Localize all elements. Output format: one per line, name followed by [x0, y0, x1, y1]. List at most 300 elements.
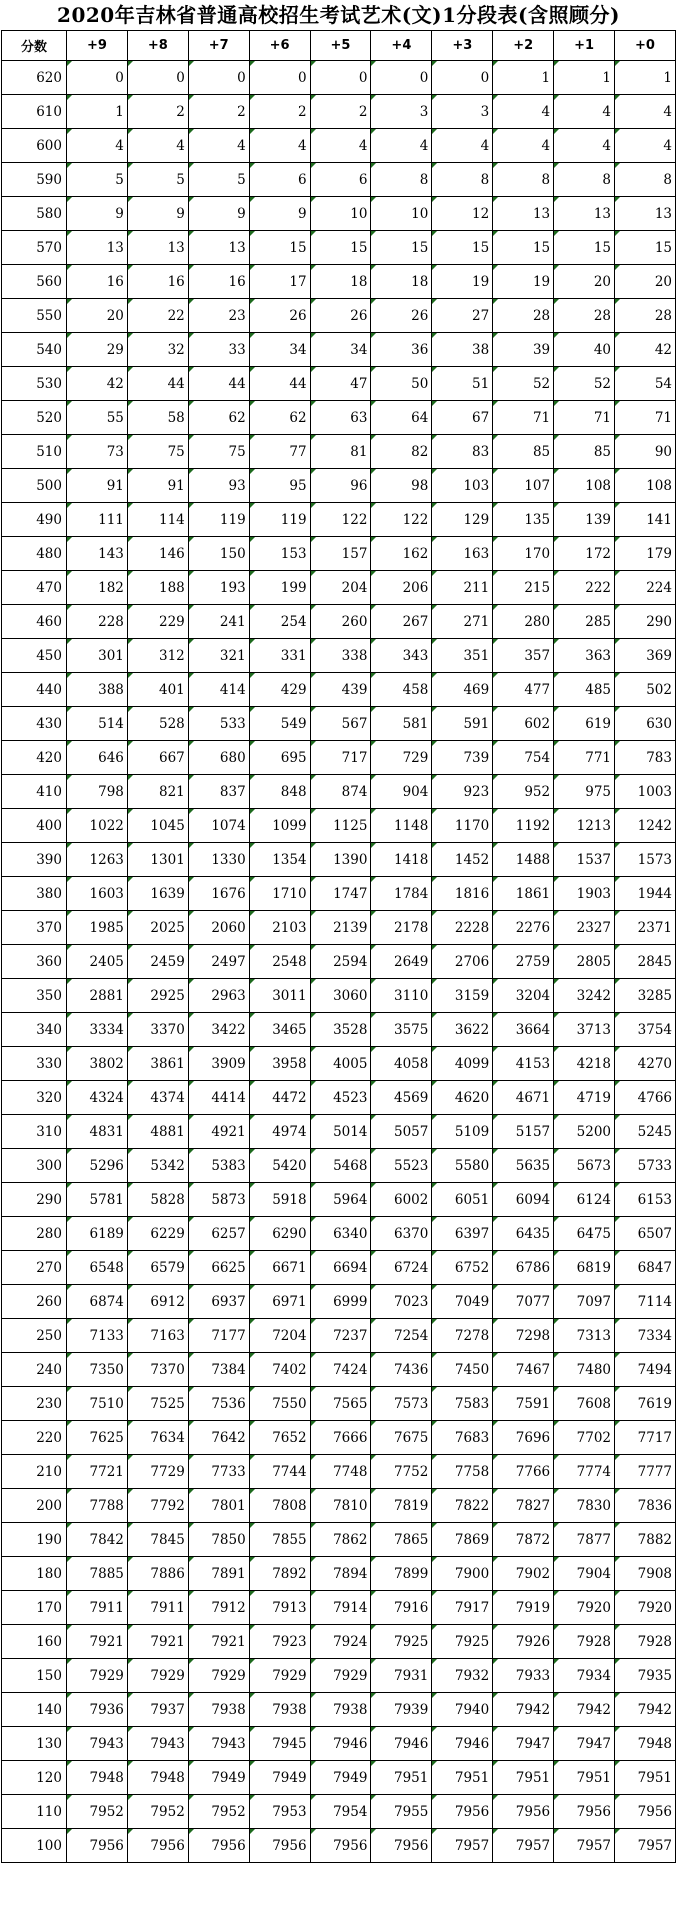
count-cell: 6257: [188, 1217, 249, 1251]
table-body: [2, 61, 676, 1863]
count-cell: 10: [371, 197, 432, 231]
count-cell: 7920: [615, 1591, 676, 1625]
count-cell: 7929: [127, 1659, 188, 1693]
count-cell: 602: [493, 707, 554, 741]
count-cell: 96: [310, 469, 371, 503]
table-row: [2, 979, 676, 1013]
count-cell: 4: [493, 129, 554, 163]
count-cell: 7830: [554, 1489, 615, 1523]
count-cell: 4: [371, 129, 432, 163]
count-cell: 6847: [615, 1251, 676, 1285]
count-cell: 4270: [615, 1047, 676, 1081]
count-cell: 7702: [554, 1421, 615, 1455]
count-cell: 7573: [371, 1387, 432, 1421]
count-cell: 7943: [188, 1727, 249, 1761]
count-cell: 42: [67, 367, 128, 401]
count-cell: 7911: [127, 1591, 188, 1625]
count-cell: 1390: [310, 843, 371, 877]
count-cell: 162: [371, 537, 432, 571]
count-cell: 7894: [310, 1557, 371, 1591]
count-cell: 7921: [67, 1625, 128, 1659]
header-offset: +0: [615, 31, 676, 61]
count-cell: 7919: [493, 1591, 554, 1625]
count-cell: 260: [310, 605, 371, 639]
count-cell: 13: [493, 197, 554, 231]
count-cell: 7865: [371, 1523, 432, 1557]
count-cell: 62: [188, 401, 249, 435]
count-cell: 15: [554, 231, 615, 265]
count-cell: 7766: [493, 1455, 554, 1489]
count-cell: 7892: [249, 1557, 310, 1591]
count-cell: 6694: [310, 1251, 371, 1285]
count-cell: 122: [310, 503, 371, 537]
count-cell: 8: [432, 163, 493, 197]
count-cell: 13: [188, 231, 249, 265]
count-cell: 40: [554, 333, 615, 367]
count-cell: 591: [432, 707, 493, 741]
count-cell: 34: [310, 333, 371, 367]
count-cell: 7957: [493, 1829, 554, 1863]
count-cell: 3958: [249, 1047, 310, 1081]
count-cell: 7424: [310, 1353, 371, 1387]
count-cell: 163: [432, 537, 493, 571]
table-row: [2, 1149, 676, 1183]
count-cell: 7744: [249, 1455, 310, 1489]
table-row: [2, 1251, 676, 1285]
count-cell: 7836: [615, 1489, 676, 1523]
count-cell: 7748: [310, 1455, 371, 1489]
count-cell: 5200: [554, 1115, 615, 1149]
score-cell: 180: [2, 1557, 67, 1591]
count-cell: 108: [554, 469, 615, 503]
table-row: [2, 1081, 676, 1115]
count-cell: 2706: [432, 945, 493, 979]
count-cell: 7752: [371, 1455, 432, 1489]
count-cell: 7882: [615, 1523, 676, 1557]
count-cell: 4719: [554, 1081, 615, 1115]
count-cell: 3802: [67, 1047, 128, 1081]
count-cell: 7891: [188, 1557, 249, 1591]
count-cell: 62: [249, 401, 310, 435]
table-row: [2, 605, 676, 639]
table-row: [2, 1523, 676, 1557]
count-cell: 528: [127, 707, 188, 741]
count-cell: 7956: [432, 1795, 493, 1829]
count-cell: 170: [493, 537, 554, 571]
count-cell: 414: [188, 673, 249, 707]
count-cell: 1639: [127, 877, 188, 911]
score-cell: 110: [2, 1795, 67, 1829]
score-cell: 140: [2, 1693, 67, 1727]
table-row: [2, 1829, 676, 1863]
score-cell: 620: [2, 61, 67, 95]
table-row: [2, 61, 676, 95]
count-cell: 4058: [371, 1047, 432, 1081]
count-cell: 363: [554, 639, 615, 673]
count-cell: 4005: [310, 1047, 371, 1081]
score-cell: 500: [2, 469, 67, 503]
count-cell: 7956: [67, 1829, 128, 1863]
count-cell: 13: [67, 231, 128, 265]
count-cell: 7948: [127, 1761, 188, 1795]
count-cell: 7675: [371, 1421, 432, 1455]
count-cell: 1418: [371, 843, 432, 877]
count-cell: 695: [249, 741, 310, 775]
table-row: [2, 537, 676, 571]
count-cell: 7525: [127, 1387, 188, 1421]
table-row: [2, 1455, 676, 1489]
table-row: [2, 1625, 676, 1659]
count-cell: 1537: [554, 843, 615, 877]
count-cell: 143: [67, 537, 128, 571]
count-cell: 2497: [188, 945, 249, 979]
count-cell: 7956: [554, 1795, 615, 1829]
count-cell: 1816: [432, 877, 493, 911]
count-cell: 7946: [310, 1727, 371, 1761]
count-cell: 2881: [67, 979, 128, 1013]
count-cell: 36: [371, 333, 432, 367]
count-cell: 7938: [310, 1693, 371, 1727]
count-cell: 38: [432, 333, 493, 367]
count-cell: 2371: [615, 911, 676, 945]
count-cell: 1125: [310, 809, 371, 843]
count-cell: 5: [67, 163, 128, 197]
count-cell: 4: [615, 129, 676, 163]
count-cell: 7956: [371, 1829, 432, 1863]
header-offset: +7: [188, 31, 249, 61]
count-cell: 7946: [371, 1727, 432, 1761]
count-cell: 4: [493, 95, 554, 129]
count-cell: 7913: [249, 1591, 310, 1625]
table-row: [2, 367, 676, 401]
count-cell: 7450: [432, 1353, 493, 1387]
count-cell: 7934: [554, 1659, 615, 1693]
count-cell: 6786: [493, 1251, 554, 1285]
count-cell: 67: [432, 401, 493, 435]
count-cell: 3110: [371, 979, 432, 1013]
count-cell: 42: [615, 333, 676, 367]
table-row: [2, 1489, 676, 1523]
count-cell: 7536: [188, 1387, 249, 1421]
count-cell: 7872: [493, 1523, 554, 1557]
table-row: [2, 1761, 676, 1795]
count-cell: 26: [310, 299, 371, 333]
header-offset: +6: [249, 31, 310, 61]
count-cell: 821: [127, 775, 188, 809]
count-cell: 630: [615, 707, 676, 741]
count-cell: 3204: [493, 979, 554, 1013]
score-cell: 190: [2, 1523, 67, 1557]
count-cell: 6475: [554, 1217, 615, 1251]
count-cell: 1985: [67, 911, 128, 945]
count-cell: 5635: [493, 1149, 554, 1183]
count-cell: 874: [310, 775, 371, 809]
score-cell: 460: [2, 605, 67, 639]
count-cell: 6370: [371, 1217, 432, 1251]
count-cell: 7951: [615, 1761, 676, 1795]
count-cell: 3909: [188, 1047, 249, 1081]
count-cell: 754: [493, 741, 554, 775]
score-cell: 440: [2, 673, 67, 707]
table-row: [2, 1217, 676, 1251]
count-cell: 6579: [127, 1251, 188, 1285]
count-cell: 98: [371, 469, 432, 503]
score-cell: 220: [2, 1421, 67, 1455]
count-cell: 7480: [554, 1353, 615, 1387]
score-cell: 550: [2, 299, 67, 333]
count-cell: 2925: [127, 979, 188, 1013]
header-offset: +1: [554, 31, 615, 61]
count-cell: 5468: [310, 1149, 371, 1183]
count-cell: 848: [249, 775, 310, 809]
count-cell: 7957: [554, 1829, 615, 1863]
count-cell: 7939: [371, 1693, 432, 1727]
count-cell: 1022: [67, 809, 128, 843]
count-cell: 4: [554, 95, 615, 129]
count-cell: 6724: [371, 1251, 432, 1285]
count-cell: 4472: [249, 1081, 310, 1115]
count-cell: 7951: [371, 1761, 432, 1795]
table-row: [2, 911, 676, 945]
count-cell: 3713: [554, 1013, 615, 1047]
count-cell: 7902: [493, 1557, 554, 1591]
count-cell: 254: [249, 605, 310, 639]
count-cell: 2594: [310, 945, 371, 979]
header-offset: +3: [432, 31, 493, 61]
count-cell: 6124: [554, 1183, 615, 1217]
count-cell: 2459: [127, 945, 188, 979]
count-cell: 7936: [67, 1693, 128, 1727]
count-cell: 193: [188, 571, 249, 605]
table-row: [2, 877, 676, 911]
score-cell: 470: [2, 571, 67, 605]
count-cell: 7938: [249, 1693, 310, 1727]
count-cell: 2548: [249, 945, 310, 979]
count-cell: 1603: [67, 877, 128, 911]
count-cell: 7808: [249, 1489, 310, 1523]
count-cell: 64: [371, 401, 432, 435]
count-cell: 1148: [371, 809, 432, 843]
count-cell: 1676: [188, 877, 249, 911]
table-row: [2, 1285, 676, 1319]
count-cell: 7956: [615, 1795, 676, 1829]
count-cell: 4374: [127, 1081, 188, 1115]
count-cell: 7819: [371, 1489, 432, 1523]
count-cell: 7114: [615, 1285, 676, 1319]
count-cell: 7952: [188, 1795, 249, 1829]
count-cell: 27: [432, 299, 493, 333]
count-cell: 7933: [493, 1659, 554, 1693]
count-cell: 6999: [310, 1285, 371, 1319]
count-cell: 717: [310, 741, 371, 775]
count-cell: 23: [188, 299, 249, 333]
header-offset: +8: [127, 31, 188, 61]
count-cell: 91: [127, 469, 188, 503]
count-cell: 4974: [249, 1115, 310, 1149]
count-cell: 7953: [249, 1795, 310, 1829]
count-cell: 9: [188, 197, 249, 231]
count-cell: 4523: [310, 1081, 371, 1115]
count-cell: 93: [188, 469, 249, 503]
table-row: [2, 775, 676, 809]
count-cell: 5918: [249, 1183, 310, 1217]
count-cell: 338: [310, 639, 371, 673]
count-cell: 7625: [67, 1421, 128, 1455]
count-cell: 150: [188, 537, 249, 571]
count-cell: 34: [249, 333, 310, 367]
count-cell: 2178: [371, 911, 432, 945]
count-cell: 6937: [188, 1285, 249, 1319]
count-cell: 224: [615, 571, 676, 605]
score-cell: 570: [2, 231, 67, 265]
count-cell: 172: [554, 537, 615, 571]
count-cell: 646: [67, 741, 128, 775]
count-cell: 4620: [432, 1081, 493, 1115]
table-row: [2, 333, 676, 367]
count-cell: 7921: [127, 1625, 188, 1659]
count-cell: 1488: [493, 843, 554, 877]
count-cell: 7926: [493, 1625, 554, 1659]
count-cell: 7928: [554, 1625, 615, 1659]
header-offset: +2: [493, 31, 554, 61]
score-cell: 480: [2, 537, 67, 571]
count-cell: 2: [188, 95, 249, 129]
count-cell: 7774: [554, 1455, 615, 1489]
count-cell: 7402: [249, 1353, 310, 1387]
count-cell: 502: [615, 673, 676, 707]
count-cell: 7049: [432, 1285, 493, 1319]
count-cell: 477: [493, 673, 554, 707]
table-row: [2, 1013, 676, 1047]
count-cell: 6671: [249, 1251, 310, 1285]
count-cell: 16: [67, 265, 128, 299]
count-cell: 7683: [432, 1421, 493, 1455]
score-cell: 360: [2, 945, 67, 979]
count-cell: 7792: [127, 1489, 188, 1523]
count-cell: 351: [432, 639, 493, 673]
count-cell: 7942: [493, 1693, 554, 1727]
count-cell: 1045: [127, 809, 188, 843]
score-cell: 420: [2, 741, 67, 775]
table-row: [2, 503, 676, 537]
count-cell: 5580: [432, 1149, 493, 1183]
count-cell: 7313: [554, 1319, 615, 1353]
count-cell: 9: [127, 197, 188, 231]
count-cell: 211: [432, 571, 493, 605]
count-cell: 77: [249, 435, 310, 469]
count-cell: 549: [249, 707, 310, 741]
count-cell: 357: [493, 639, 554, 673]
count-cell: 199: [249, 571, 310, 605]
table-row: [2, 197, 676, 231]
score-cell: 410: [2, 775, 67, 809]
count-cell: 321: [188, 639, 249, 673]
count-cell: 28: [554, 299, 615, 333]
count-cell: 179: [615, 537, 676, 571]
count-cell: 1903: [554, 877, 615, 911]
count-cell: 114: [127, 503, 188, 537]
count-cell: 15: [371, 231, 432, 265]
count-cell: 7436: [371, 1353, 432, 1387]
count-cell: 8: [554, 163, 615, 197]
count-cell: 182: [67, 571, 128, 605]
count-cell: 6229: [127, 1217, 188, 1251]
table-row: [2, 1795, 676, 1829]
count-cell: 952: [493, 775, 554, 809]
count-cell: 7947: [493, 1727, 554, 1761]
count-cell: 7298: [493, 1319, 554, 1353]
count-cell: 6340: [310, 1217, 371, 1251]
count-cell: 7758: [432, 1455, 493, 1489]
count-cell: 7869: [432, 1523, 493, 1557]
count-cell: 6397: [432, 1217, 493, 1251]
score-cell: 450: [2, 639, 67, 673]
count-cell: 388: [67, 673, 128, 707]
count-cell: 7957: [615, 1829, 676, 1863]
count-cell: 7177: [188, 1319, 249, 1353]
count-cell: 458: [371, 673, 432, 707]
count-cell: 119: [249, 503, 310, 537]
count-cell: 7788: [67, 1489, 128, 1523]
table-row: [2, 707, 676, 741]
count-cell: 7924: [310, 1625, 371, 1659]
count-cell: 16: [188, 265, 249, 299]
count-cell: 29: [67, 333, 128, 367]
count-cell: 7733: [188, 1455, 249, 1489]
table-row: [2, 639, 676, 673]
score-cell: 580: [2, 197, 67, 231]
score-cell: 530: [2, 367, 67, 401]
count-cell: 33: [188, 333, 249, 367]
count-cell: 7938: [188, 1693, 249, 1727]
count-cell: 439: [310, 673, 371, 707]
count-cell: 7955: [371, 1795, 432, 1829]
score-cell: 600: [2, 129, 67, 163]
count-cell: 5157: [493, 1115, 554, 1149]
count-cell: 7925: [432, 1625, 493, 1659]
count-cell: 4569: [371, 1081, 432, 1115]
count-cell: 204: [310, 571, 371, 605]
count-cell: 15: [493, 231, 554, 265]
table-row: [2, 299, 676, 333]
count-cell: 7956: [249, 1829, 310, 1863]
header-offset: +9: [67, 31, 128, 61]
count-cell: 3011: [249, 979, 310, 1013]
count-cell: 7937: [127, 1693, 188, 1727]
count-cell: 5296: [67, 1149, 128, 1183]
count-cell: 7932: [432, 1659, 493, 1693]
count-cell: 157: [310, 537, 371, 571]
count-cell: 312: [127, 639, 188, 673]
table-row: [2, 741, 676, 775]
count-cell: 3528: [310, 1013, 371, 1047]
score-cell: 310: [2, 1115, 67, 1149]
score-cell: 120: [2, 1761, 67, 1795]
count-cell: 7949: [188, 1761, 249, 1795]
count-cell: 0: [371, 61, 432, 95]
count-cell: 7729: [127, 1455, 188, 1489]
table-row: [2, 1319, 676, 1353]
count-cell: 3664: [493, 1013, 554, 1047]
count-cell: 7862: [310, 1523, 371, 1557]
count-cell: 3754: [615, 1013, 676, 1047]
count-cell: 13: [615, 197, 676, 231]
count-cell: 13: [127, 231, 188, 265]
count-cell: 7619: [615, 1387, 676, 1421]
count-cell: 44: [188, 367, 249, 401]
count-cell: 285: [554, 605, 615, 639]
count-cell: 0: [188, 61, 249, 95]
